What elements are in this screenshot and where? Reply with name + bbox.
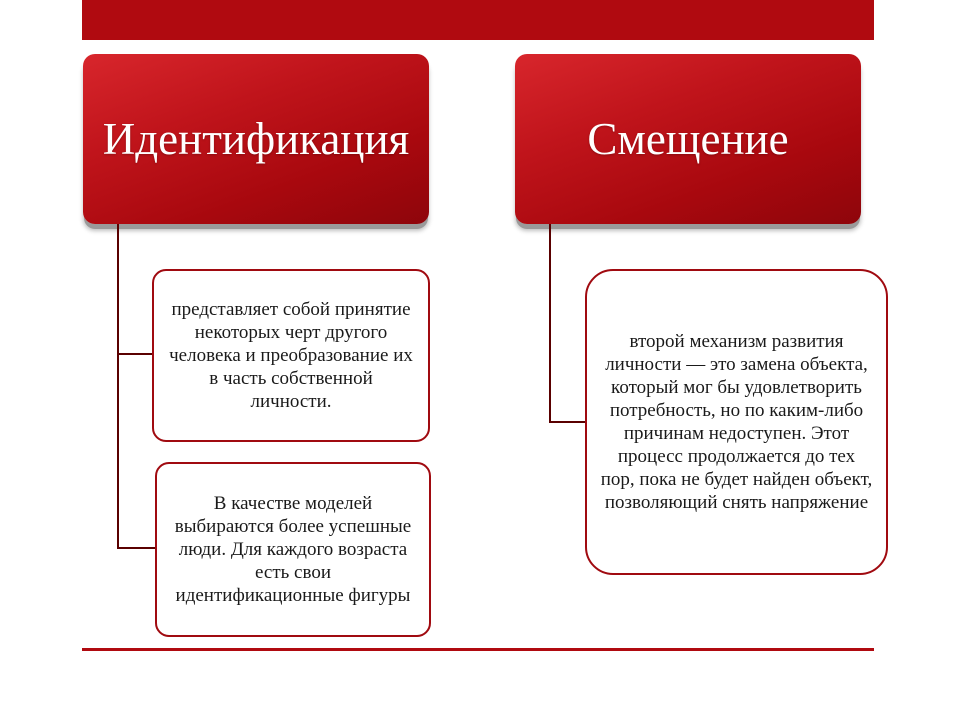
left-branch-connector-2: [117, 547, 156, 549]
displacement-definition-box: [585, 269, 888, 575]
displacement-definition-text: второй механизм развития личности — это замена объекта, который мог бы удовлетворить потребность, но по каким-либо причинам недоступен. Этот процесс продолжается до тех пор, пока не будет найден объект, позволяющий снять напряжение: [600, 331, 873, 513]
header-identification: [83, 54, 429, 224]
right-vertical-connector: [549, 224, 551, 423]
bottom-divider-line: [82, 648, 874, 651]
identification-definition-box: [152, 269, 430, 442]
left-vertical-connector: [117, 224, 119, 549]
header-identification-label: Идентификация: [102, 114, 410, 164]
identification-definition-text: представляет собой принятие некоторых черт другого человека и преобразование их в часть собственной личности.: [169, 299, 413, 412]
identification-models-box: [155, 462, 431, 637]
header-displacement: [515, 54, 861, 224]
right-branch-connector: [549, 421, 586, 423]
left-branch-connector-1: [117, 353, 153, 355]
identification-models-text: В качестве моделей выбираются более успешные люди. Для каждого возраста есть свои идентификационные фигуры: [174, 493, 412, 606]
header-displacement-label: Смещение: [587, 114, 789, 164]
top-accent-bar: [82, 0, 874, 40]
